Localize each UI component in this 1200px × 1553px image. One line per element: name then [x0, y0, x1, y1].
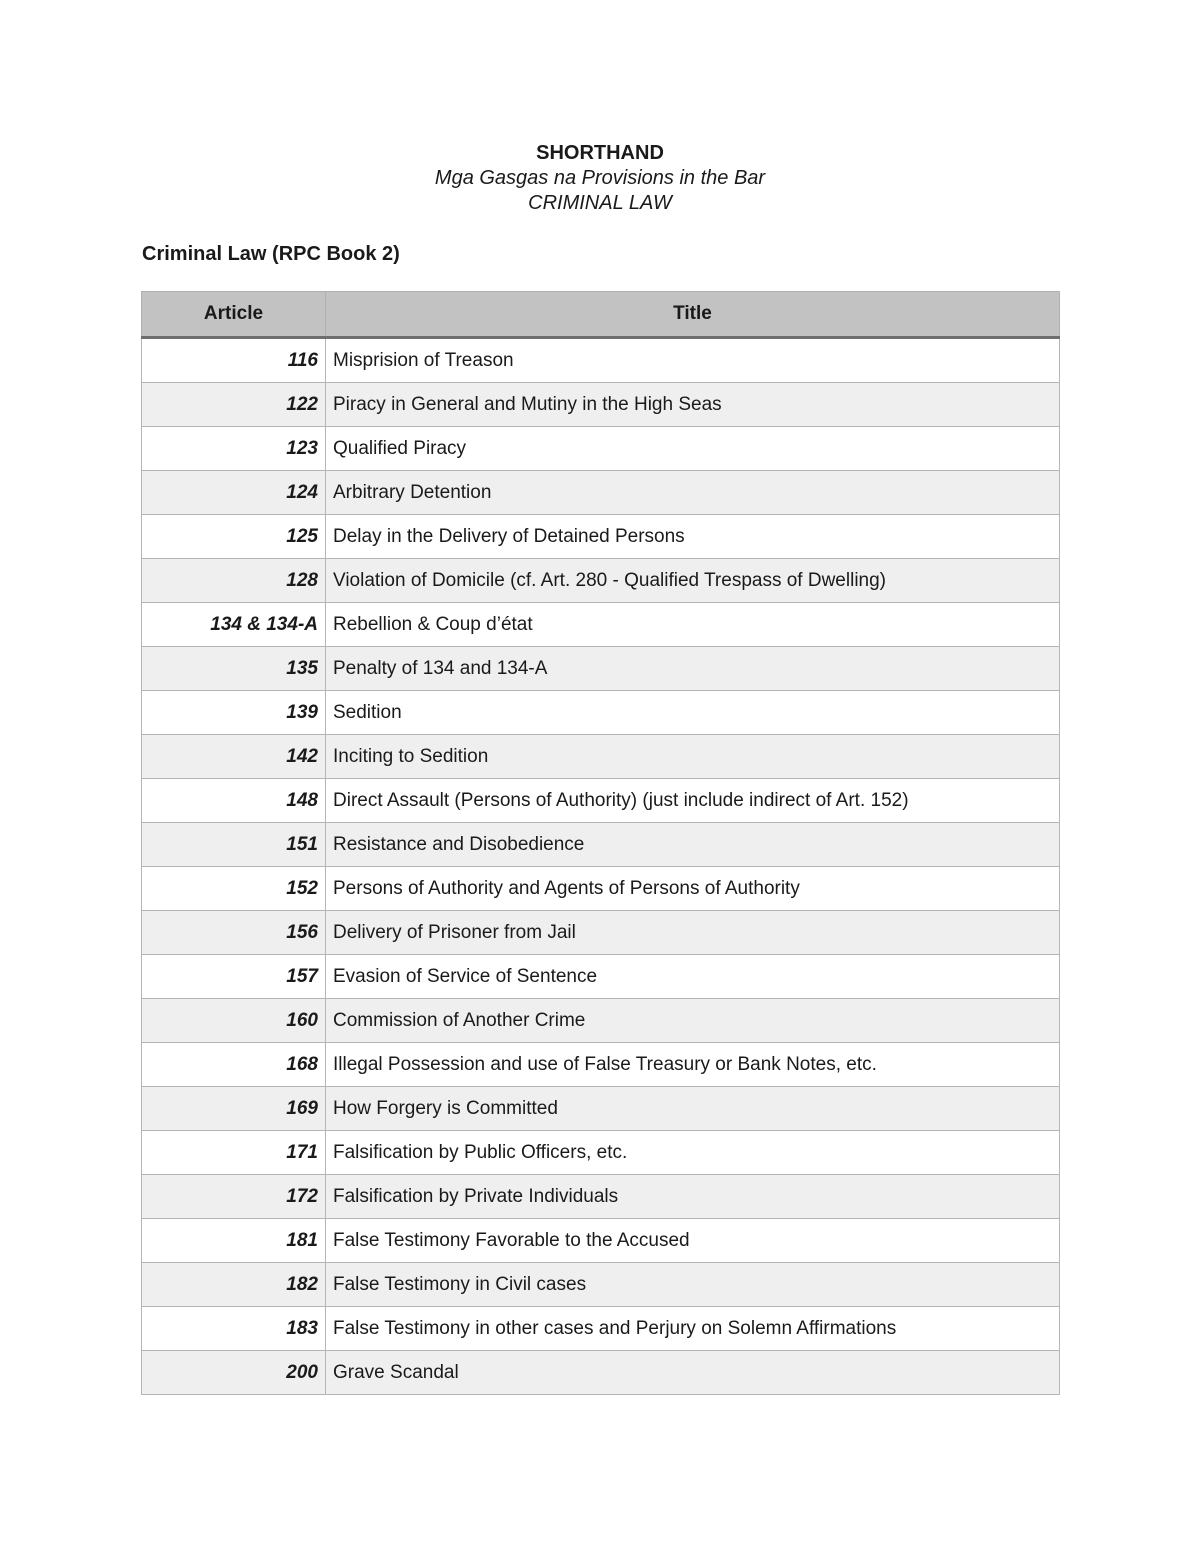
article-title: Delay in the Delivery of Detained Persons: [326, 515, 1060, 559]
article-number: 171: [142, 1131, 326, 1175]
document-title: SHORTHAND: [536, 142, 664, 164]
table-row: [142, 338, 1060, 383]
article-title: How Forgery is Committed: [326, 1087, 1060, 1131]
article-number: 148: [142, 779, 326, 823]
article-title: Misprision of Treason: [326, 338, 1060, 383]
article-title: Qualified Piracy: [326, 427, 1060, 471]
article-title: Falsification by Public Officers, etc.: [326, 1131, 1060, 1175]
table-row: [142, 911, 1060, 955]
table-row: [142, 999, 1060, 1043]
document-subject: CRIMINAL LAW: [528, 192, 672, 214]
article-number: 156: [142, 911, 326, 955]
article-title: Inciting to Sedition: [326, 735, 1060, 779]
article-number: 135: [142, 647, 326, 691]
article-number: 160: [142, 999, 326, 1043]
article-title: Grave Scandal: [326, 1351, 1060, 1395]
article-title: Violation of Domicile (cf. Art. 280 - Qualified Trespass of Dwelling): [326, 559, 1060, 603]
article-title: Evasion of Service of Sentence: [326, 955, 1060, 999]
article-number: 124: [142, 471, 326, 515]
table-row: [142, 471, 1060, 515]
article-number: 142: [142, 735, 326, 779]
article-number: 152: [142, 867, 326, 911]
table-row: [142, 559, 1060, 603]
article-number: 125: [142, 515, 326, 559]
article-number: 128: [142, 559, 326, 603]
article-number: 122: [142, 383, 326, 427]
article-title: Direct Assault (Persons of Authority) (just include indirect of Art. 152): [326, 779, 1060, 823]
table-row: [142, 427, 1060, 471]
section-heading: Criminal Law (RPC Book 2): [142, 243, 400, 265]
article-title: Rebellion & Coup d’état: [326, 603, 1060, 647]
document-subtitle: Mga Gasgas na Provisions in the Bar: [434, 167, 766, 189]
article-title: Delivery of Prisoner from Jail: [326, 911, 1060, 955]
article-number: 151: [142, 823, 326, 867]
table-row: [142, 1131, 1060, 1175]
document-header: [0, 141, 1200, 216]
provisions-table: [141, 291, 1060, 1395]
article-title: Arbitrary Detention: [326, 471, 1060, 515]
table-row: [142, 515, 1060, 559]
table-header-row: [142, 292, 1060, 338]
title-column-header: Title: [326, 292, 1060, 338]
table-row: [142, 691, 1060, 735]
table-row: [142, 779, 1060, 823]
article-number: 200: [142, 1351, 326, 1395]
article-title: Commission of Another Crime: [326, 999, 1060, 1043]
article-title: Penalty of 134 and 134-A: [326, 647, 1060, 691]
table-row: [142, 735, 1060, 779]
article-number: 181: [142, 1219, 326, 1263]
article-number: 169: [142, 1087, 326, 1131]
article-number: 172: [142, 1175, 326, 1219]
article-title: Persons of Authority and Agents of Persons of Authority: [326, 867, 1060, 911]
article-column-header: Article: [142, 292, 326, 338]
article-title: Falsification by Private Individuals: [326, 1175, 1060, 1219]
article-number: 157: [142, 955, 326, 999]
table-row: [142, 1263, 1060, 1307]
article-number: 183: [142, 1307, 326, 1351]
article-number: 116: [142, 338, 326, 383]
table-row: [142, 1351, 1060, 1395]
table-row: [142, 955, 1060, 999]
table-row: [142, 867, 1060, 911]
article-number: 134 & 134-A: [142, 603, 326, 647]
article-title: Resistance and Disobedience: [326, 823, 1060, 867]
table-row: [142, 1307, 1060, 1351]
table-row: [142, 1175, 1060, 1219]
table-row: [142, 603, 1060, 647]
table-row: [142, 1087, 1060, 1131]
table-body: [142, 338, 1060, 1395]
table-row: [142, 1043, 1060, 1087]
table-row: [142, 823, 1060, 867]
article-number: 168: [142, 1043, 326, 1087]
article-number: 182: [142, 1263, 326, 1307]
article-title: Piracy in General and Mutiny in the High Seas: [326, 383, 1060, 427]
article-title: False Testimony in other cases and Perjury on Solemn Affirmations: [326, 1307, 1060, 1351]
article-number: 139: [142, 691, 326, 735]
article-title: False Testimony Favorable to the Accused: [326, 1219, 1060, 1263]
table-row: [142, 647, 1060, 691]
table-row: [142, 383, 1060, 427]
article-title: False Testimony in Civil cases: [326, 1263, 1060, 1307]
table-row: [142, 1219, 1060, 1263]
article-number: 123: [142, 427, 326, 471]
article-title: Sedition: [326, 691, 1060, 735]
article-title: Illegal Possession and use of False Treasury or Bank Notes, etc.: [326, 1043, 1060, 1087]
